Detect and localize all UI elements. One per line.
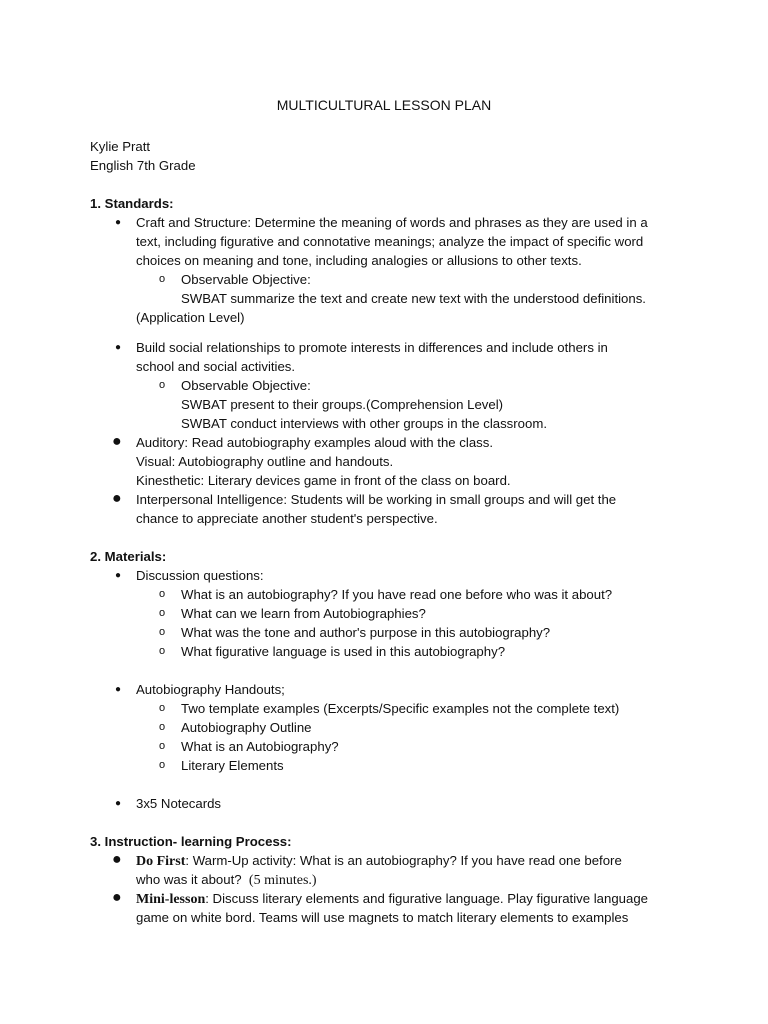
standard-1-objective-label: Observable Objective: [181,272,311,287]
bullet-circle-icon: o [159,740,166,752]
bullet-circle-icon: o [159,273,166,285]
handout-item-2: Autobiography Outline [181,720,312,735]
standard-2-line-2: school and social activities. [136,359,296,374]
do-first-line-1 [136,851,622,871]
course-name: English 7th Grade [90,158,196,173]
do-first-text: : Warm-Up activity: What is an autobiography? If you have read one before [185,853,622,868]
bullet-dot-icon: ● [112,851,122,868]
bullet-circle-icon: o [159,721,166,733]
standard-3-kinesthetic: Kinesthetic: Literary devices game in front of the class on board. [136,473,511,488]
standard-2-line-1: Build social relationships to promote interests in differences and include others in [136,340,608,355]
mini-lesson-line-1 [136,889,648,909]
bullet-dot-icon: ● [115,217,122,228]
standard-1-line-1: Craft and Structure: Determine the meaning of words and phrases as they are used in a [136,215,648,230]
mini-lesson-label: Mini-lesson [136,892,206,907]
standard-4-line-2: chance to appreciate another student's perspective. [136,511,438,526]
discussion-question-2: What can we learn from Autobiographies? [181,606,426,621]
discussion-questions-label: Discussion questions: [136,568,264,583]
bullet-circle-icon: o [159,626,166,638]
bullet-circle-icon: o [159,379,166,391]
do-first-text-2: who was it about? [136,872,242,887]
standard-3-auditory: Auditory: Read autobiography examples aloud with the class. [136,435,494,450]
bullet-dot-icon: ● [112,433,122,450]
handout-item-4: Literary Elements [181,758,284,773]
instruction-heading: 3. Instruction- learning Process: [90,834,292,849]
standard-2-objective-line-2: SWBAT conduct interviews with other groups in the classroom. [181,416,547,431]
do-first-duration: (5 minutes.) [248,873,317,888]
standard-1-level: (Application Level) [136,310,245,325]
bullet-circle-icon: o [159,702,166,714]
materials-heading: 2. Materials: [90,549,167,564]
handouts-label: Autobiography Handouts; [136,682,285,697]
mini-lesson-line-2: game on white bord. Teams will use magnets to match literary elements to examples [136,910,629,925]
author-name: Kylie Pratt [90,139,151,154]
bullet-dot-icon: ● [115,684,122,695]
do-first-label: Do First [136,854,186,869]
notecards-label: 3x5 Notecards [136,796,222,811]
bullet-circle-icon: o [159,588,166,600]
discussion-question-1: What is an autobiography? If you have read one before who was it about? [181,587,613,602]
bullet-dot-icon: ● [112,889,122,906]
document-title: MULTICULTURAL LESSON PLAN [276,97,492,113]
standard-1-line-2: text, including figurative and connotative meanings; analyze the impact of specific word [136,234,644,249]
handout-item-1: Two template examples (Excerpts/Specific examples not the complete text) [181,701,620,716]
mini-lesson-text: : Discuss literary elements and figurative language. Play figurative language [205,891,648,906]
bullet-circle-icon: o [159,759,166,771]
bullet-circle-icon: o [159,645,166,657]
standard-1-objective-text: SWBAT summarize the text and create new text with the understood definitions. [181,291,646,306]
bullet-dot-icon: ● [115,570,122,581]
standard-1-line-3: choices on meaning and tone, including analogies or allusions to other texts. [136,253,582,268]
bullet-dot-icon: ● [115,798,122,809]
handout-item-3: What is an Autobiography? [181,739,339,754]
discussion-question-3: What was the tone and author's purpose in this autobiography? [181,625,551,640]
standards-heading: 1. Standards: [90,196,174,211]
do-first-line-2 [136,870,317,890]
bullet-circle-icon: o [159,607,166,619]
standard-3-visual: Visual: Autobiography outline and handouts. [136,454,394,469]
bullet-dot-icon: ● [115,342,122,353]
bullet-dot-icon: ● [112,490,122,507]
discussion-question-4: What figurative language is used in this autobiography? [181,644,506,659]
standard-4-line-1: Interpersonal Intelligence: Students will be working in small groups and will get the [136,492,617,507]
standard-2-objective-label: Observable Objective: [181,378,311,393]
standard-2-objective-line-1: SWBAT present to their groups.(Comprehension Level) [181,397,504,412]
